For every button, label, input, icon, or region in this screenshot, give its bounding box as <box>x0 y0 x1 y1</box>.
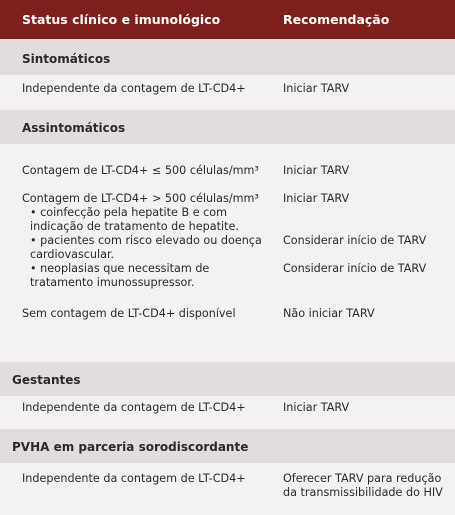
group-label: PVHA em parceria sorodiscordante <box>12 440 249 454</box>
assintomaticos-rows <box>0 144 455 362</box>
recommendation-cell: Iniciar TARV <box>283 401 350 414</box>
recommendation-cell: Iniciar TARV <box>283 82 350 95</box>
recommendation-cell: Considerar início de TARV <box>283 234 427 247</box>
bullet-item: • coinfecção pela hepatite B e com indicação de tratamento de hepatite. <box>30 206 239 233</box>
table-row <box>0 463 455 515</box>
table-header <box>0 0 455 39</box>
group-assintomaticos <box>0 110 455 144</box>
header-recommendation: Recomendação <box>283 12 390 27</box>
status-cell: Contagem de LT-CD4+ > 500 células/mm³ <box>22 192 259 205</box>
group-label: Sintomáticos <box>22 52 111 66</box>
group-sintomaticos <box>0 39 455 75</box>
table-row <box>0 75 455 110</box>
recommendation-cell: Considerar início de TARV <box>283 262 427 275</box>
group-gestantes <box>0 362 455 396</box>
bullet-item: • neoplasias que necessitam de tratamento imunossupressor. <box>30 262 210 289</box>
group-pvha <box>0 429 455 463</box>
group-label: Gestantes <box>12 373 81 387</box>
status-cell: Independente da contagem de LT-CD4+ <box>22 82 246 95</box>
recommendation-cell: Iniciar TARV <box>283 164 350 177</box>
recommendation-cell: Não iniciar TARV <box>283 307 375 320</box>
group-label: Assintomáticos <box>22 121 126 135</box>
recommendation-cell: Oferecer TARV para redução da transmissibilidade do HIV <box>283 472 443 499</box>
status-cell: Contagem de LT-CD4+ ≤ 500 células/mm³ <box>22 164 259 177</box>
bullet-item: • pacientes com risco elevado ou doença cardiovascular. <box>30 234 262 261</box>
status-cell: Sem contagem de LT-CD4+ disponível <box>22 307 236 320</box>
status-cell: Independente da contagem de LT-CD4+ <box>22 401 246 414</box>
recommendation-cell: Iniciar TARV <box>283 192 350 205</box>
status-cell: Independente da contagem de LT-CD4+ <box>22 472 246 485</box>
header-status: Status clínico e imunológico <box>22 12 221 27</box>
table-row <box>0 396 455 429</box>
